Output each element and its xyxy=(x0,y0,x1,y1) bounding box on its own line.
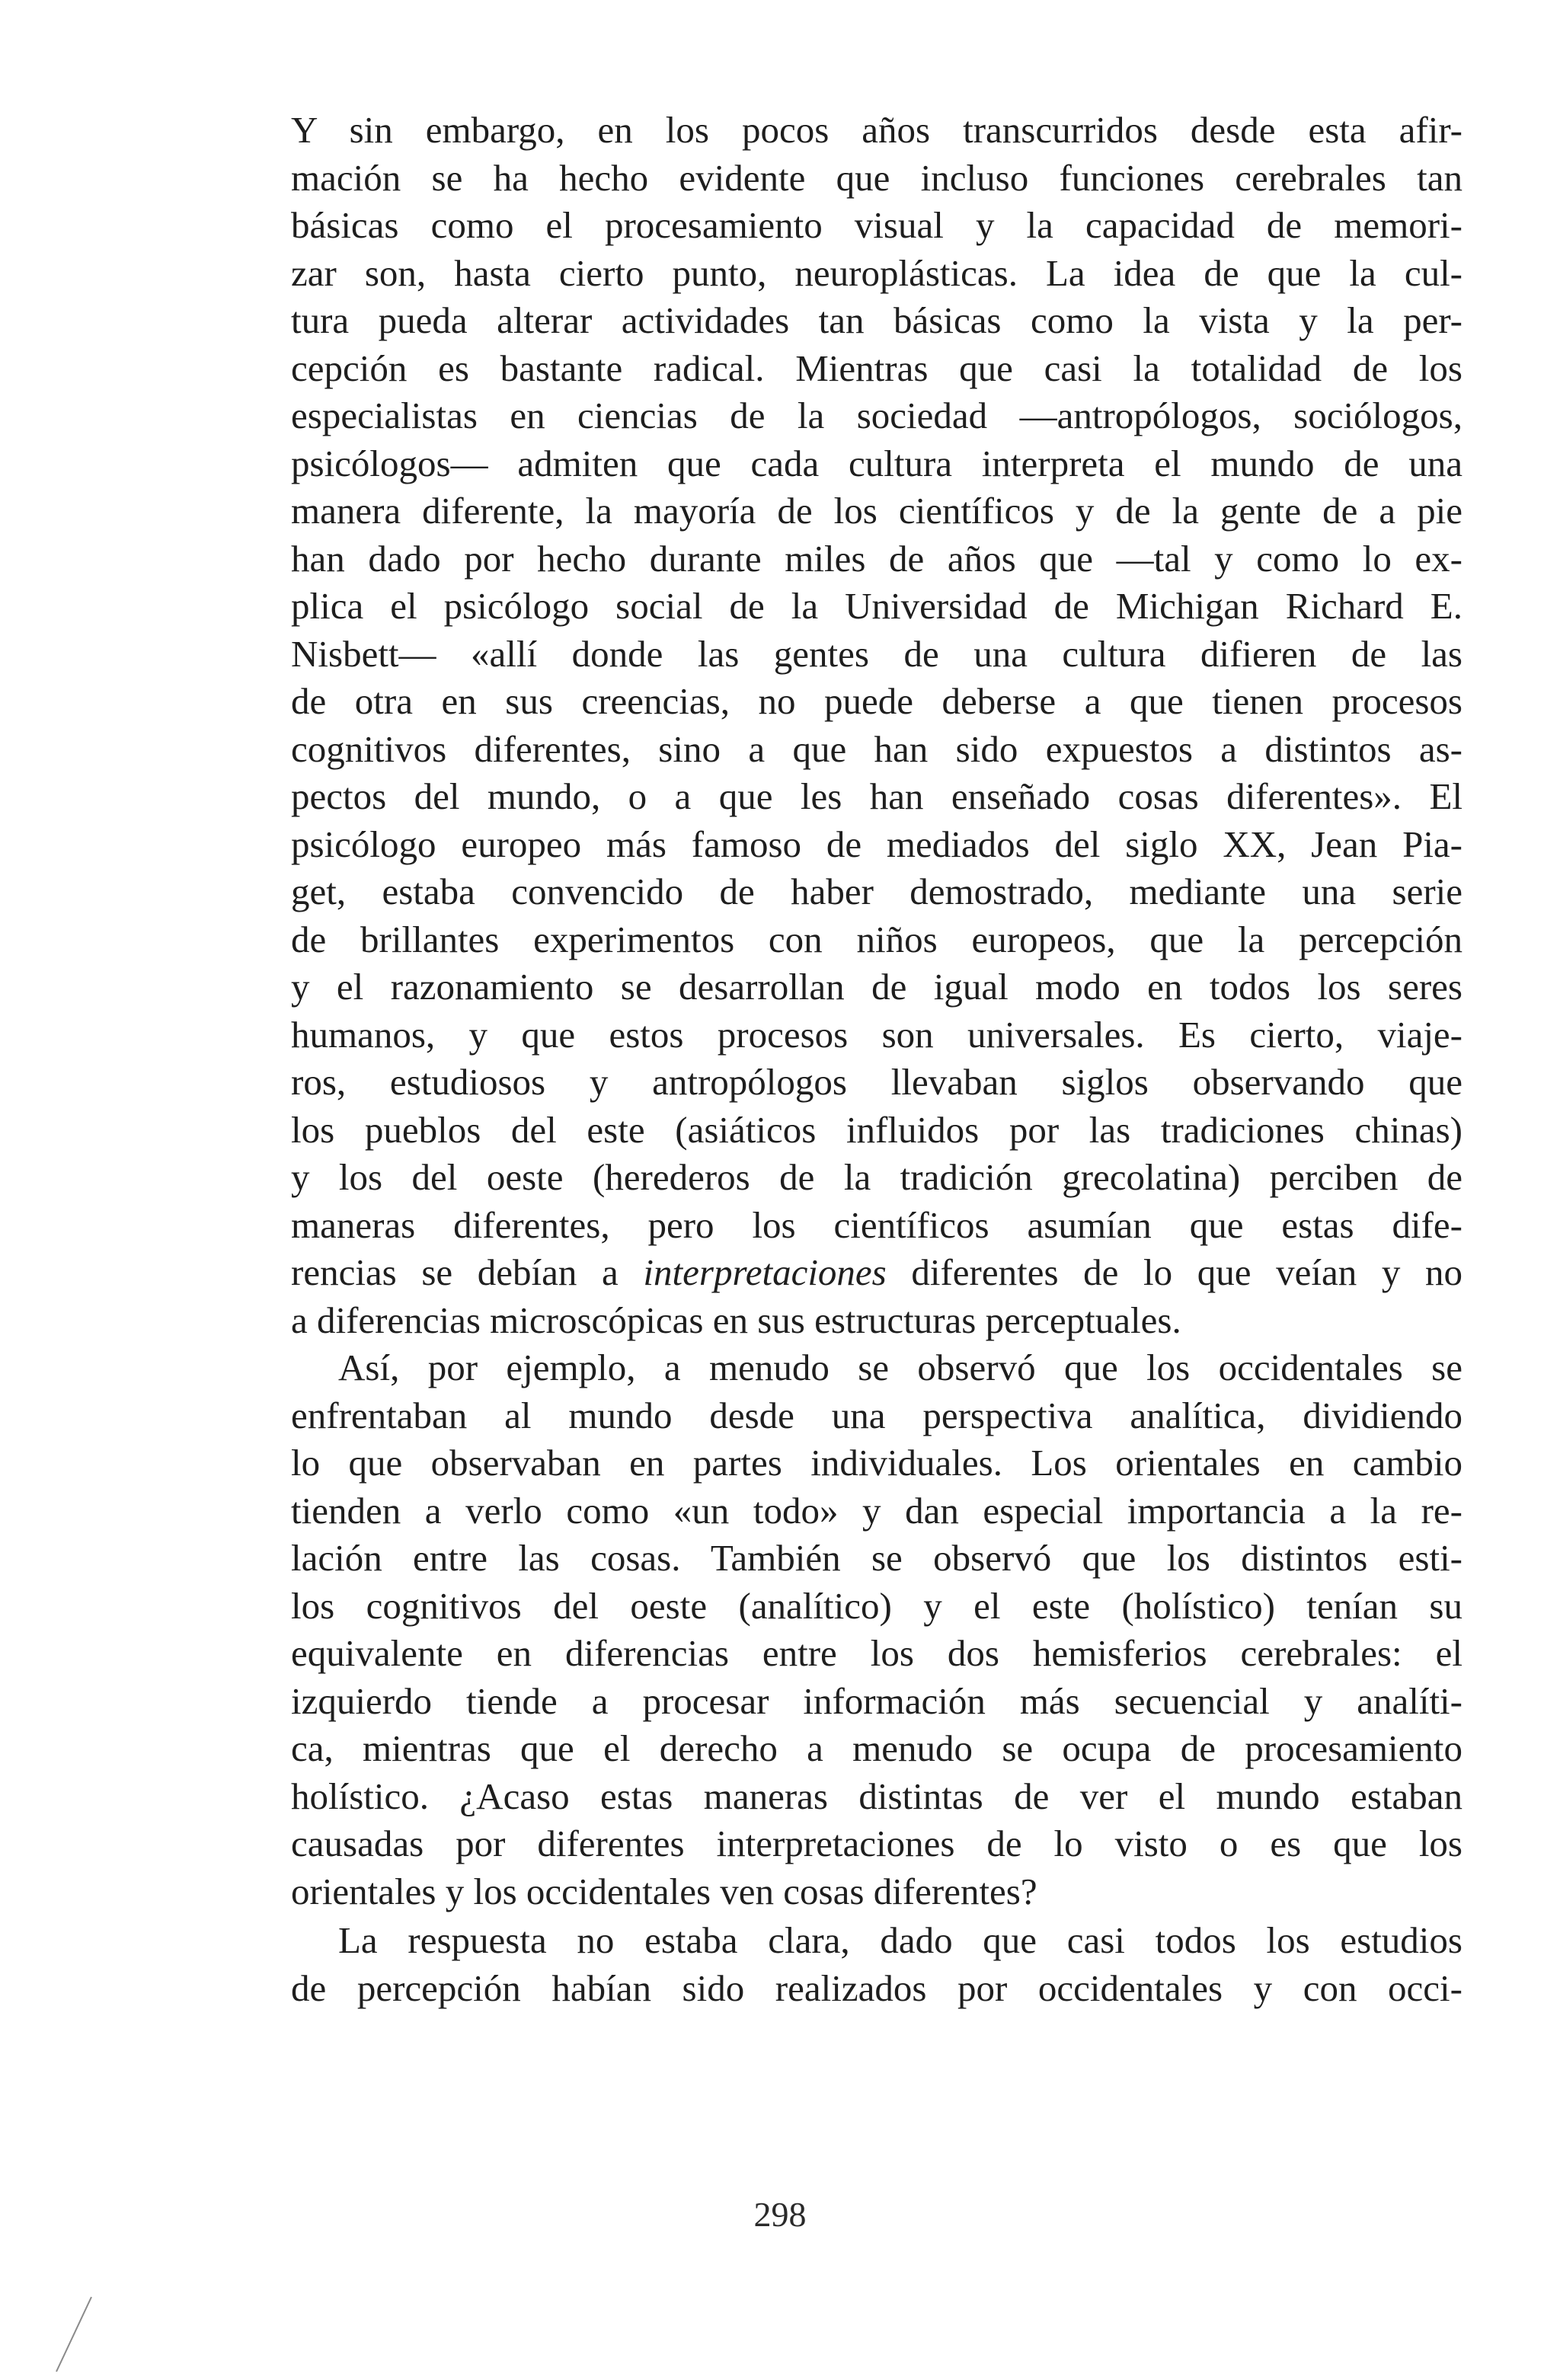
body-text xyxy=(291,107,1462,2012)
text-line: cognitivos diferentes, sino a que han sido expuestos a distintos as- xyxy=(291,727,1462,770)
text-line: tienden a verlo como «un todo» y dan especial importancia a la re- xyxy=(291,1489,1462,1532)
text-line: psicólogos— admiten que cada cultura interpreta el mundo de una xyxy=(291,442,1462,484)
text-line-italic xyxy=(291,1249,1462,1297)
text-line: psicólogo europeo más famoso de mediados del siglo XX, Jean Pia- xyxy=(291,823,1462,865)
text-line: plica el psicólogo social de la Universidad de Michigan Richard E. xyxy=(291,585,1462,627)
text-line: de brillantes experimentos con niños europeos, que la percepción xyxy=(291,918,1462,960)
page-number: 298 xyxy=(753,2195,807,2234)
text-line: tura pueda alterar actividades tan básicas como la vista y la per- xyxy=(291,299,1462,341)
text-line: y el razonamiento se desarrollan de igual modo en todos los seres xyxy=(291,966,1462,1008)
text-run: diferentes de lo que veían y no xyxy=(886,1251,1462,1293)
text-line: los cognitivos del oeste (analítico) y el este (holístico) tenían su xyxy=(291,1584,1462,1627)
text-line: de percepción habían sido realizados por occidentales y con occi- xyxy=(291,1966,1462,2009)
text-line: holístico. ¿Acaso estas maneras distintas de ver el mundo estaban xyxy=(291,1775,1462,1817)
text-line: Nisbett— «allí donde las gentes de una cultura difieren de las xyxy=(291,632,1462,675)
text-line: a diferencias microscópicas en sus estructuras perceptuales. xyxy=(291,1299,1181,1341)
text-line: manera diferente, la mayoría de los científicos y de la gente de a pie xyxy=(291,490,1462,532)
text-line: zar son, hasta cierto punto, neuroplásticas. La idea de que la cul- xyxy=(291,251,1462,294)
text-line: La respuesta no estaba clara, dado que casi todos los estudios xyxy=(338,1919,1462,1961)
text-line: orientales y los occidentales ven cosas diferentes? xyxy=(291,1870,1037,1912)
text-line: humanos, y que estos procesos son universales. Es cierto, viaje- xyxy=(291,1013,1462,1056)
text-line: ros, estudiosos y antropólogos llevaban siglos observando que xyxy=(291,1061,1462,1103)
text-line: especialistas en ciencias de la sociedad —antropólogos, sociólogos, xyxy=(291,395,1462,436)
text-line: cepción es bastante radical. Mientras que casi la totalidad de los xyxy=(291,347,1462,389)
text-run: rencias se debían a xyxy=(291,1251,644,1293)
paragraph-2 xyxy=(291,1344,1462,1915)
text-line: lación entre las cosas. También se observó que los distintos esti- xyxy=(291,1537,1462,1579)
text-line: pectos del mundo, o a que les han enseñado cosas diferentes». El xyxy=(291,775,1462,817)
text-line: mación se ha hecho evidente que incluso funciones cerebrales tan xyxy=(291,156,1462,199)
text-line: ca, mientras que el derecho a menudo se ocupa de procesamiento xyxy=(291,1727,1462,1769)
text-line: causadas por diferentes interpretaciones de lo visto o es que los xyxy=(291,1823,1462,1864)
text-line: lo que observaban en partes individuales. Los orientales en cambio xyxy=(291,1442,1462,1484)
pencil-mark xyxy=(46,2292,107,2376)
text-line: Y sin embargo, en los pocos años transcurridos desde esta afir- xyxy=(291,109,1462,151)
text-line: enfrentaban al mundo desde una perspectiva analítica, dividiendo xyxy=(291,1394,1462,1436)
text-line: los pueblos del este (asiáticos influidos por las tradiciones chinas) xyxy=(291,1108,1462,1151)
paragraph-1 xyxy=(291,107,1462,1344)
paragraph-3 xyxy=(291,1917,1462,2012)
text-line: de otra en sus creencias, no puede deberse a que tienen procesos xyxy=(291,680,1462,722)
text-line: han dado por hecho durante miles de años que —tal y como lo ex- xyxy=(291,537,1462,580)
text-line: y los del oeste (herederos de la tradición grecolatina) perciben de xyxy=(291,1156,1462,1198)
text-line: izquierdo tiende a procesar información más secuencial y analíti- xyxy=(291,1679,1462,1722)
text-line: maneras diferentes, pero los científicos asumían que estas dife- xyxy=(291,1203,1462,1246)
text-line: equivalente en diferencias entre los dos hemisferios cerebrales: el xyxy=(291,1632,1462,1674)
italic-run: interpretaciones xyxy=(643,1251,887,1293)
text-line: básicas como el procesamiento visual y la capacidad de memori- xyxy=(291,204,1462,246)
text-line: Así, por ejemplo, a menudo se observó que los occidentales se xyxy=(338,1347,1462,1388)
text-line: get, estaba convencido de haber demostrado, mediante una serie xyxy=(291,871,1462,912)
